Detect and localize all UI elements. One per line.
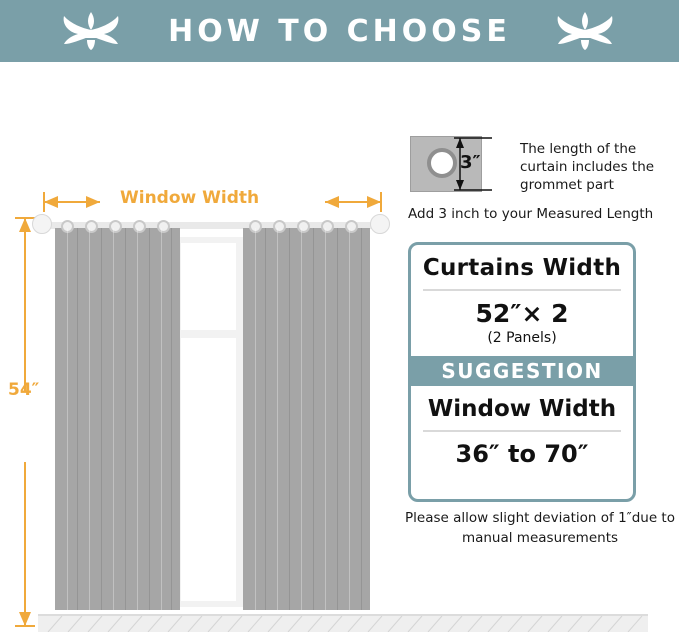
- card-panels-count: (2 Panels): [487, 330, 557, 346]
- curtain-rod-finial-right: [370, 214, 390, 234]
- card-window-width-title: Window Width: [427, 396, 617, 422]
- grommet-icon: [297, 220, 310, 233]
- card-suggestion-banner: SUGGESTION: [411, 356, 633, 386]
- grommet-icon: [85, 220, 98, 233]
- curtain-panel-right: [243, 228, 370, 610]
- grommet-icon: [109, 220, 122, 233]
- card-divider: [423, 289, 621, 291]
- curtain-diagram: [0, 62, 400, 636]
- measurement-disclaimer: Please allow slight deviation of 1″due to manual measurements: [405, 510, 675, 546]
- add-length-note: Add 3 inch to your Measured Length: [408, 206, 654, 222]
- grommet-icon: [133, 220, 146, 233]
- grommet-note: The length of the curtain includes the grommet part: [520, 141, 655, 193]
- card-curtains-width-value: 52″× 2: [475, 299, 569, 328]
- grommet-icon: [273, 220, 286, 233]
- header-banner: [0, 0, 679, 62]
- size-info-card: [408, 242, 636, 502]
- floor-hatching: [38, 614, 648, 632]
- curtain-rod-finial-left: [32, 214, 52, 234]
- card-curtains-width-title: Curtains Width: [422, 255, 622, 281]
- window-width-label: Window Width: [120, 188, 260, 208]
- grommet-icon: [321, 220, 334, 233]
- curtain-height-label: 54″: [8, 380, 40, 400]
- grommet-icon: [345, 220, 358, 233]
- curtain-panel-left: [55, 228, 180, 610]
- card-divider: [423, 430, 621, 432]
- card-window-width-range: 36″ to 70″: [455, 440, 589, 468]
- page-title: HOW TO CHOOSE: [168, 13, 511, 49]
- curtain-height-arrow: [12, 212, 38, 632]
- grommet-icon: [157, 220, 170, 233]
- grommet-dim-label: 3″: [460, 152, 481, 173]
